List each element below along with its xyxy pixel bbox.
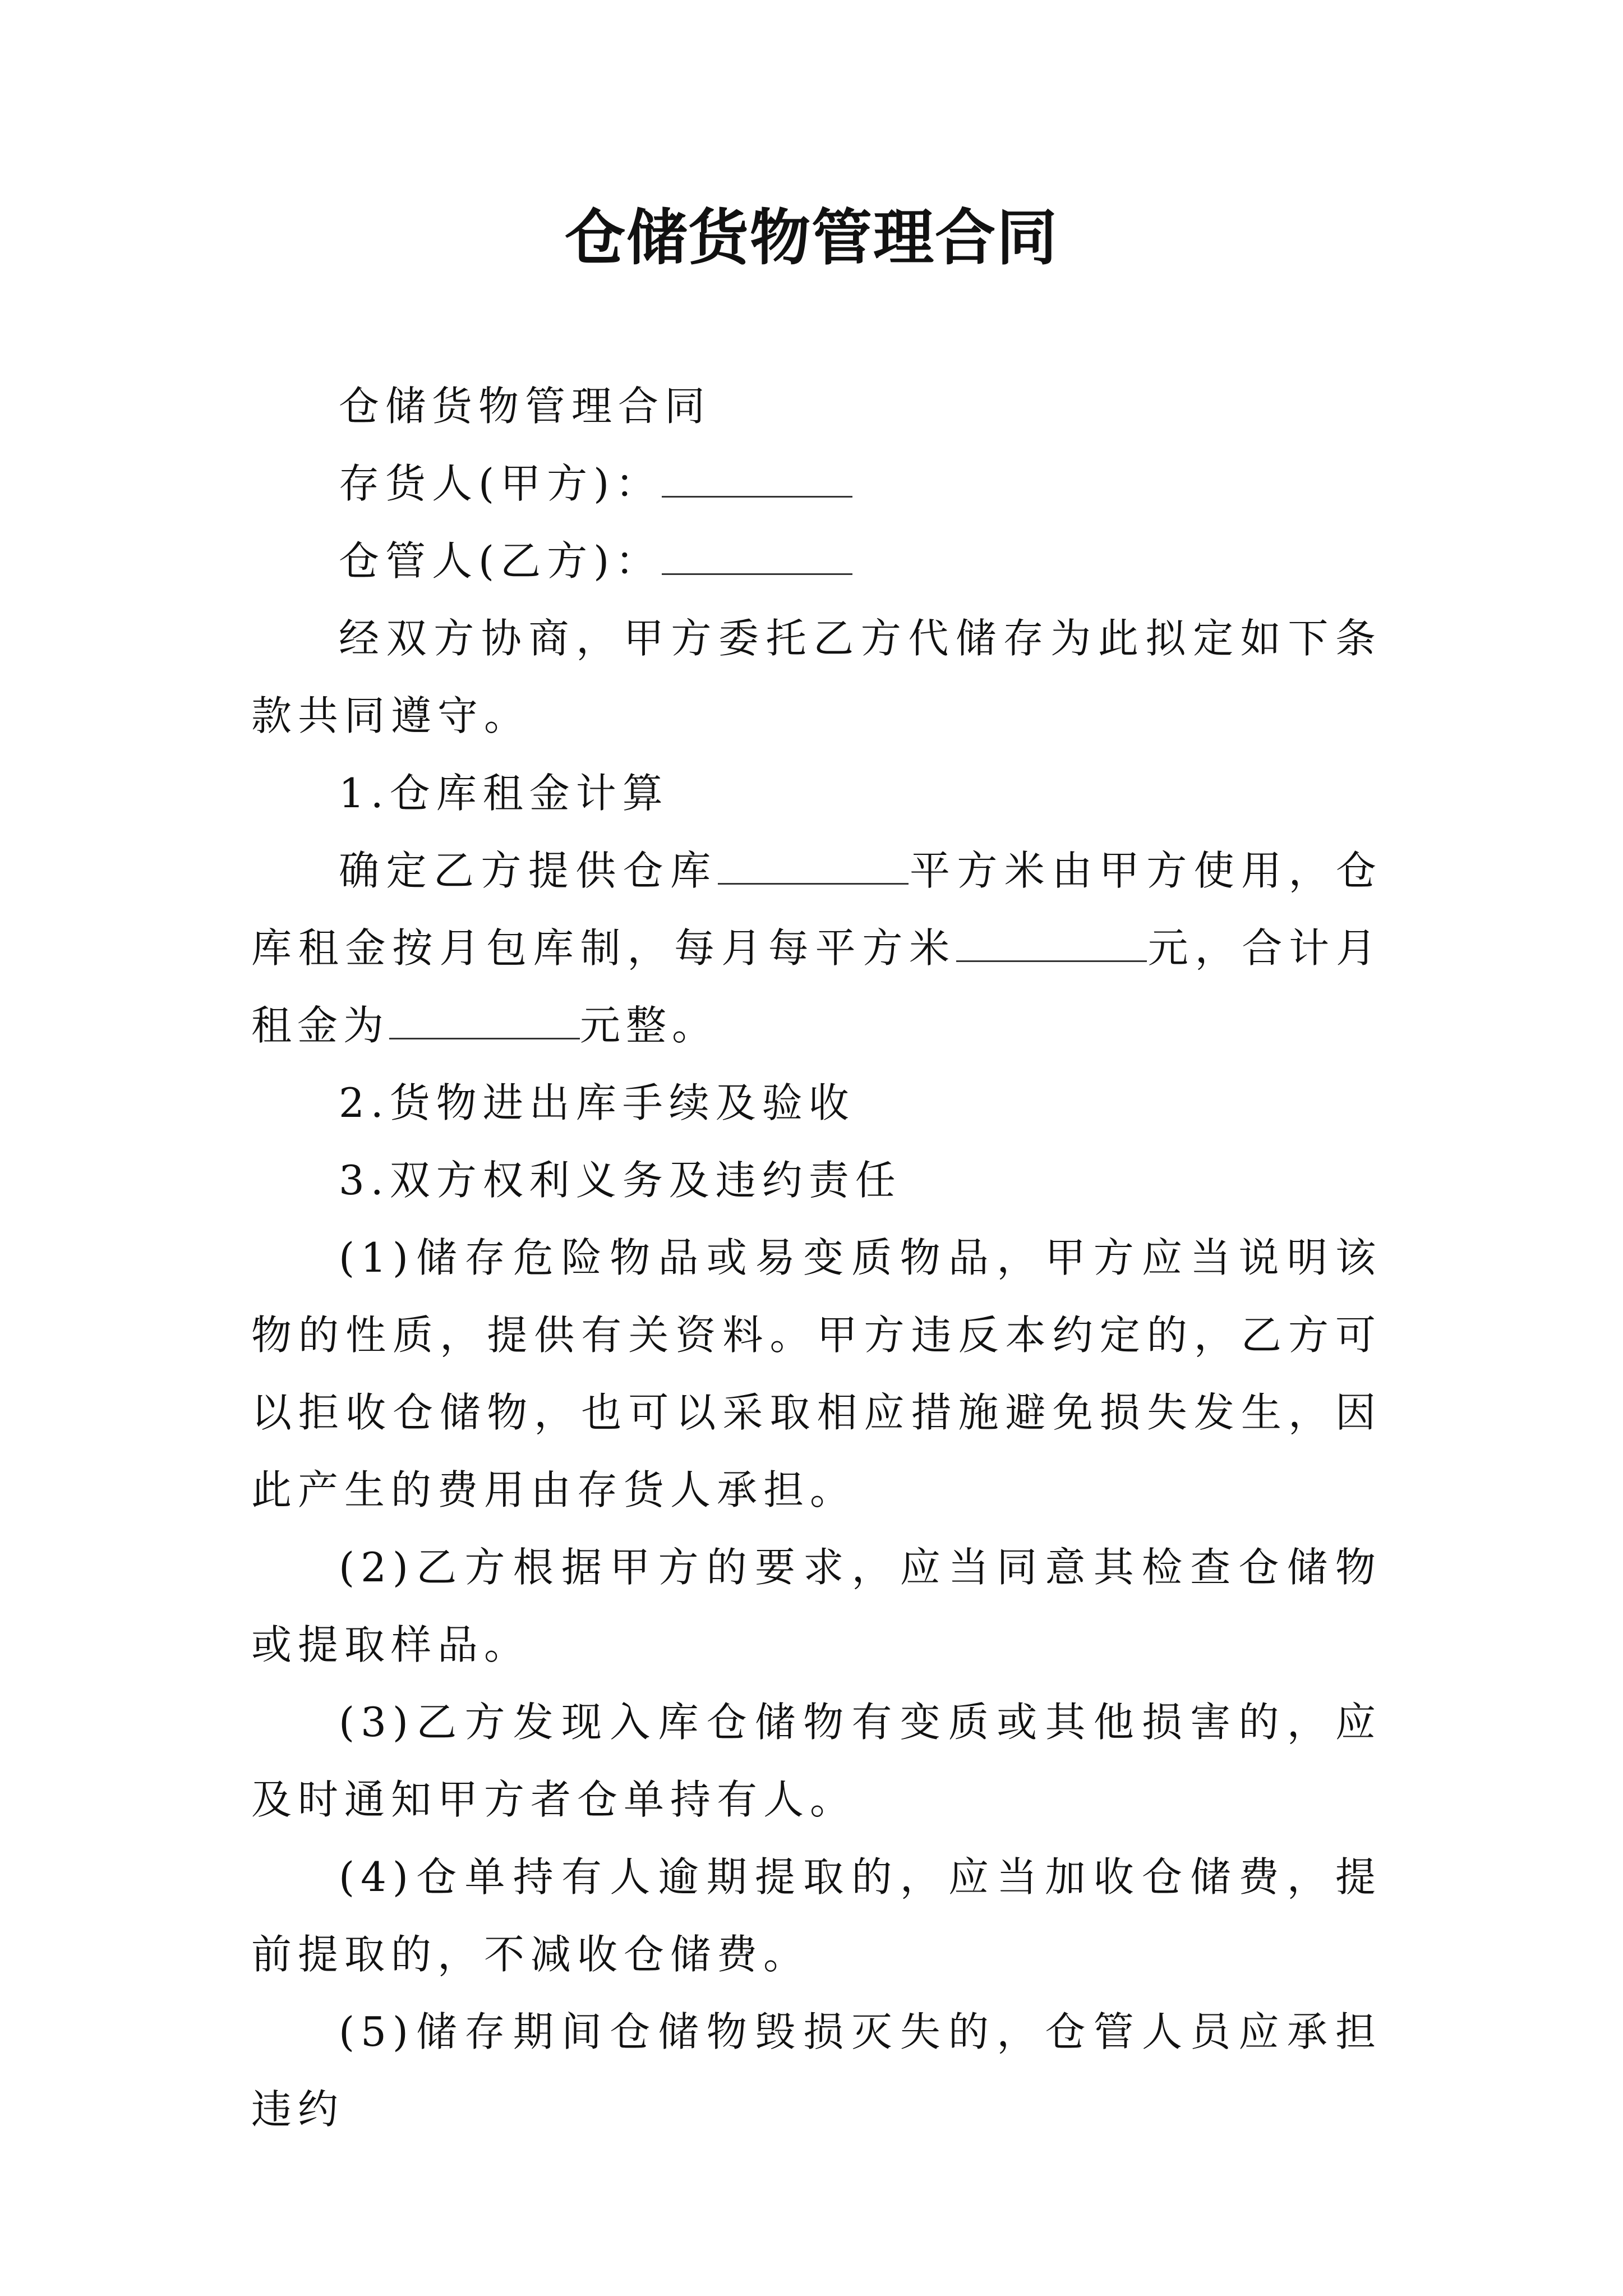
unit-price-blank — [956, 927, 1147, 962]
section-3-heading: 3.双方权利义务及违约责任 — [339, 1157, 902, 1204]
party-b-line — [251, 522, 1382, 600]
area-blank — [718, 849, 909, 885]
contract-subtitle: 仓储货物管理合同 — [339, 383, 712, 430]
document-body — [251, 367, 1382, 2148]
document-title: 仓储货物管理合同 — [564, 203, 1058, 273]
section-2-heading: 2.货物进出库手续及验收 — [339, 1079, 855, 1126]
clause-2: (2)乙方根据甲方的要求，应当同意其检查仓储物或提取样品。 — [251, 1544, 1382, 1668]
clause-4: (4)仓单持有人逾期提取的，应当加收仓储费，提前提取的，不减收仓储费。 — [251, 1853, 1382, 1978]
section-1-heading: 1.仓库租金计算 — [339, 770, 669, 817]
clause-3: (3)乙方发现入库仓储物有变质或其他损害的，应及时通知甲方者仓单持有人。 — [251, 1699, 1382, 1823]
rent-text-b: 平方米由甲方使用，仓库租金按月包库制，每月每平方米 — [251, 847, 1382, 972]
party-a-label: 存货人(甲方)： — [339, 460, 662, 507]
party-a-line — [251, 445, 1382, 522]
party-b-blank — [662, 540, 852, 575]
rent-paragraph — [251, 832, 1382, 1064]
intro-paragraph: 经双方协商，甲方委托乙方代储存为此拟定如下条款共同遵守。 — [251, 615, 1382, 739]
monthly-rent-blank — [389, 1004, 580, 1039]
rent-text-a: 确定乙方提供仓库 — [339, 847, 718, 894]
party-a-blank — [662, 462, 852, 498]
rent-text-d: 元整。 — [580, 1002, 718, 1049]
clause-5: (5)储存期间仓储物毁损灭失的，仓管人员应承担违约 — [251, 2008, 1382, 2133]
party-b-label: 仓管人(乙方)： — [339, 537, 662, 585]
rent-text-c: 元，合计月租金为 — [251, 924, 1382, 1049]
clause-1: (1)储存危险物品或易变质物品，甲方应当说明该物的性质，提供有关资料。甲方违反本约定的，乙方可以拒收仓储物，也可以采取相应措施避免损失发生，因此产生的费用由存货人承担。 — [251, 1234, 1382, 1513]
